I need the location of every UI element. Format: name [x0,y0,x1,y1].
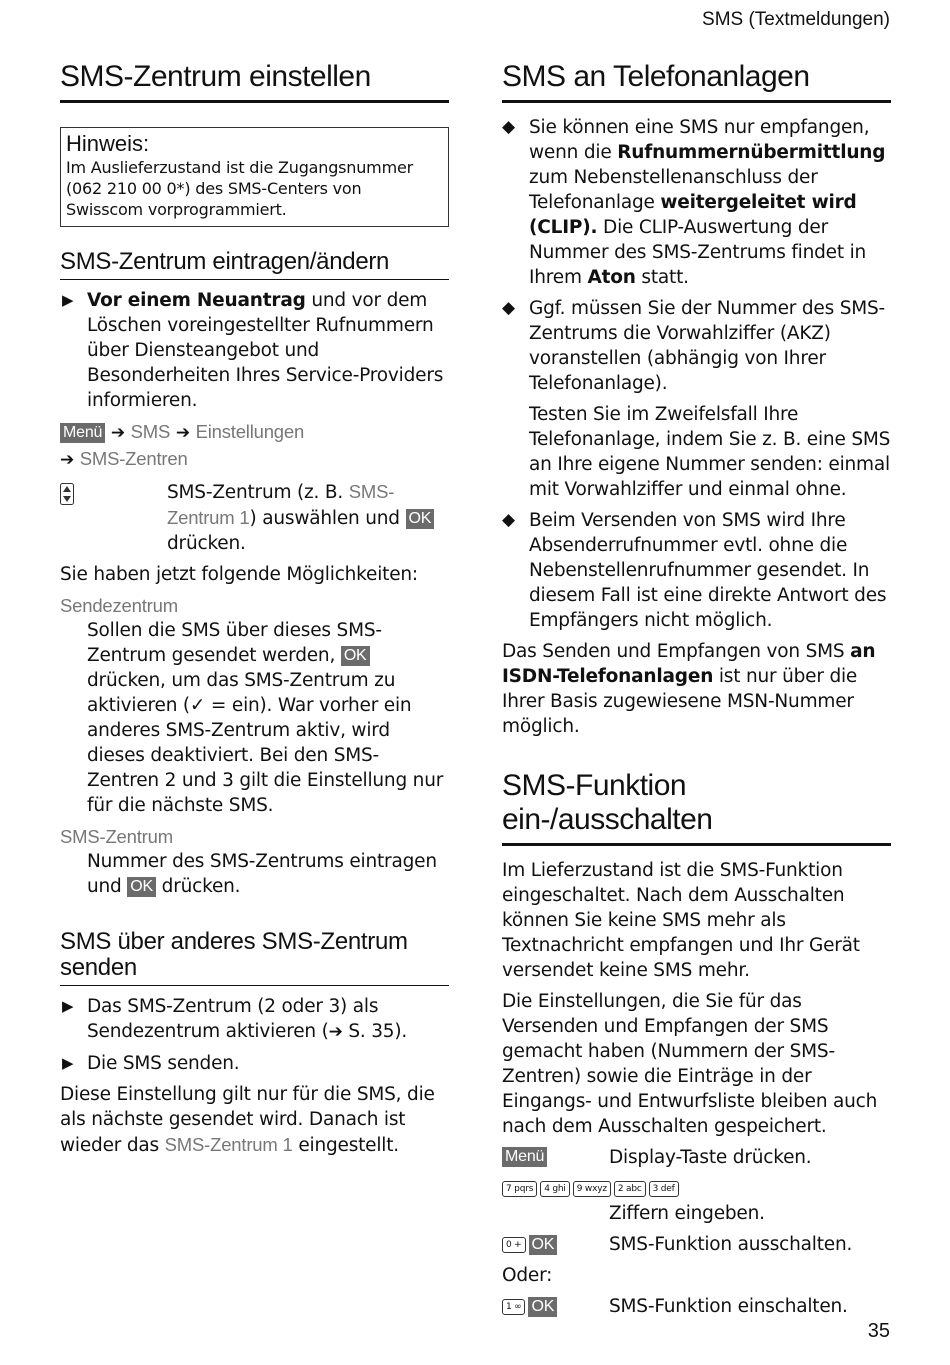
paragraph: Die Einstellungen, die Sie für das Versenden und Empfangen der SMS gemacht haben (Nummern der SMS-Zentren) sowie die Einträge in der Eingangs- und Entwurfsliste bleiben auch nach dem Ausschalten gespeichert. [502,991,878,1137]
step-row: 0 + OK SMS-Funktion ausschalten. [502,1232,891,1257]
option-description: Sollen die SMS über dieses SMS-Zentrum gesendet werden, OK drücken, um das SMS-Zentrum zu aktivieren (✓ = ein). War vorher ein anderes SMS-Zentrum aktiv, wird dieses deaktiviert. Bei den SMS-Zentren 2 und 3 gilt die Einstellung nur für die nächste SMS. [87,620,444,816]
ok-key[interactable]: OK [341,646,370,666]
check-icon: ✓ [189,695,206,716]
page-number: 35 [867,1320,890,1342]
bullet-diamond-icon: ◆ [502,117,515,137]
key-2[interactable]: 2 abc [614,1181,646,1197]
list-item-continuation: Testen Sie im Zweifelsfall Ihre Telefonanlage, indem Sie z. B. eine SMS an Ihre eigene Nummer senden: einmal mit Vorwahlziffer und einmal ohne. [529,404,891,500]
menu-key[interactable]: Menü [60,423,105,443]
right-column [502,60,891,1319]
section-title: SMS-Funktion ein-/ausschalten [502,769,891,846]
oder-label: Oder: [502,1265,553,1286]
bullet-arrow-icon: ▶ [62,291,74,309]
step-description: Ziffern eingeben. [609,1203,765,1224]
key-0[interactable]: 0 + [502,1237,526,1253]
step-row: 1 ∞ OK SMS-Funktion einschalten. [502,1294,891,1319]
section-title: SMS-Zentrum einstellen [60,60,449,103]
paragraph: Im Lieferzustand ist die SMS-Funktion eingeschaltet. Nach dem Ausschalten können Sie keine SMS mehr als Textnachricht empfangen und Ihr Gerät versendet keine SMS mehr. [502,860,860,981]
note-title: Hinweis: [66,131,150,156]
subsection-title: SMS-Zentrum eintragen/ändern [60,249,449,280]
options-intro: Sie haben jetzt folgende Möglichkeiten: [60,564,418,585]
list-item: ▶ Vor einem Neuantrag und vor dem Löschen voreingestellter Rufnummern über Diensteangebot und Besonderheiten Ihres Service-Providers informieren. [62,290,444,411]
option-description: Nummer des SMS-Zentrums eintragen und OK drücken. [87,851,437,897]
paragraph: Das Senden und Empfangen von SMS an ISDN-Telefonanlagen ist nur über die Ihrer Basis zugewiesene MSN-Nummer möglich. [502,641,876,737]
arrow-right-icon: ➔ [175,423,190,443]
key-1[interactable]: 1 ∞ [502,1299,525,1315]
list-item: ◆ Beim Versenden von SMS wird Ihre Absenderrufnummer evtl. ohne die Nebenstellenrufnummer gesendet. In diesem Fall ist eine direkte Antwort des Empfängers nicht möglich. [502,510,887,631]
list-item: ◆ Ggf. müssen Sie der Nummer des SMS-Zentrums die Vorwahlziffer (AKZ) voranstellen (abhängig von Ihrer Telefonanlage). [502,298,886,394]
section-title: SMS an Telefonanlagen [502,60,891,103]
ok-key[interactable]: OK [529,1235,558,1255]
arrow-right-icon: ➔ [328,1022,343,1042]
ok-key[interactable]: OK [127,877,156,897]
ok-key[interactable]: OK [528,1297,557,1317]
option-label: SMS-Zentrum [60,826,173,847]
list-item: ▶ Die SMS senden. [62,1053,240,1074]
subsection-title: SMS über anderes SMS-Zentrum senden [60,929,449,986]
list-item: ◆ Sie können eine SMS nur empfangen, wenn die Rufnummernübermittlung zum Nebenstellenanschluss der Telefonanlage weitergeleitet wird (CLIP). Die CLIP-Auswertung der Nummer des SMS-Zentrums findet in Ihrem Aton statt. [502,117,886,288]
list-item: ▶ Das SMS-Zentrum (2 oder 3) als Sendezentrum aktivieren (➔ S. 35). [62,996,408,1042]
navigation-key-icon [60,483,74,505]
menu-key[interactable]: Menü [502,1147,547,1167]
option-label: Sendezentrum [60,595,178,616]
bullet-diamond-icon: ◆ [502,298,515,318]
left-column [60,60,449,1158]
ok-key[interactable]: OK [406,509,435,529]
note-text: Im Auslieferzustand ist die Zugangsnummer (062 210 00 0*) des SMS-Centers von Swisscom vorprogrammiert. [66,158,413,219]
arrow-right-icon: ➔ [110,423,125,443]
key-7[interactable]: 7 pqrs [502,1181,537,1197]
key-4[interactable]: 4 ghi [540,1181,570,1197]
bullet-diamond-icon: ◆ [502,510,515,530]
note-box [60,127,449,227]
bullet-arrow-icon: ▶ [62,997,74,1015]
key-sequence [502,1176,891,1201]
key-9[interactable]: 9 wxyz [573,1181,611,1197]
menu-path: Menü ➔ SMS ➔ Einstellungen ➔ SMS-Zentren [60,421,305,470]
running-header: SMS (Textmeldungen) [702,9,890,30]
paragraph: Diese Einstellung gilt nur für die SMS, die als nächste gesendet wird. Danach ist wieder das SMS-Zentrum 1 eingestellt. [60,1084,435,1156]
select-step: SMS-Zentrum (z. B. SMS-Zentrum 1) auswählen und OK drücken. [60,479,449,556]
step-row: Menü Display-Taste drücken. [502,1145,891,1170]
key-3[interactable]: 3 def [649,1181,679,1197]
bullet-arrow-icon: ▶ [62,1054,74,1072]
arrow-right-icon: ➔ [60,450,75,470]
